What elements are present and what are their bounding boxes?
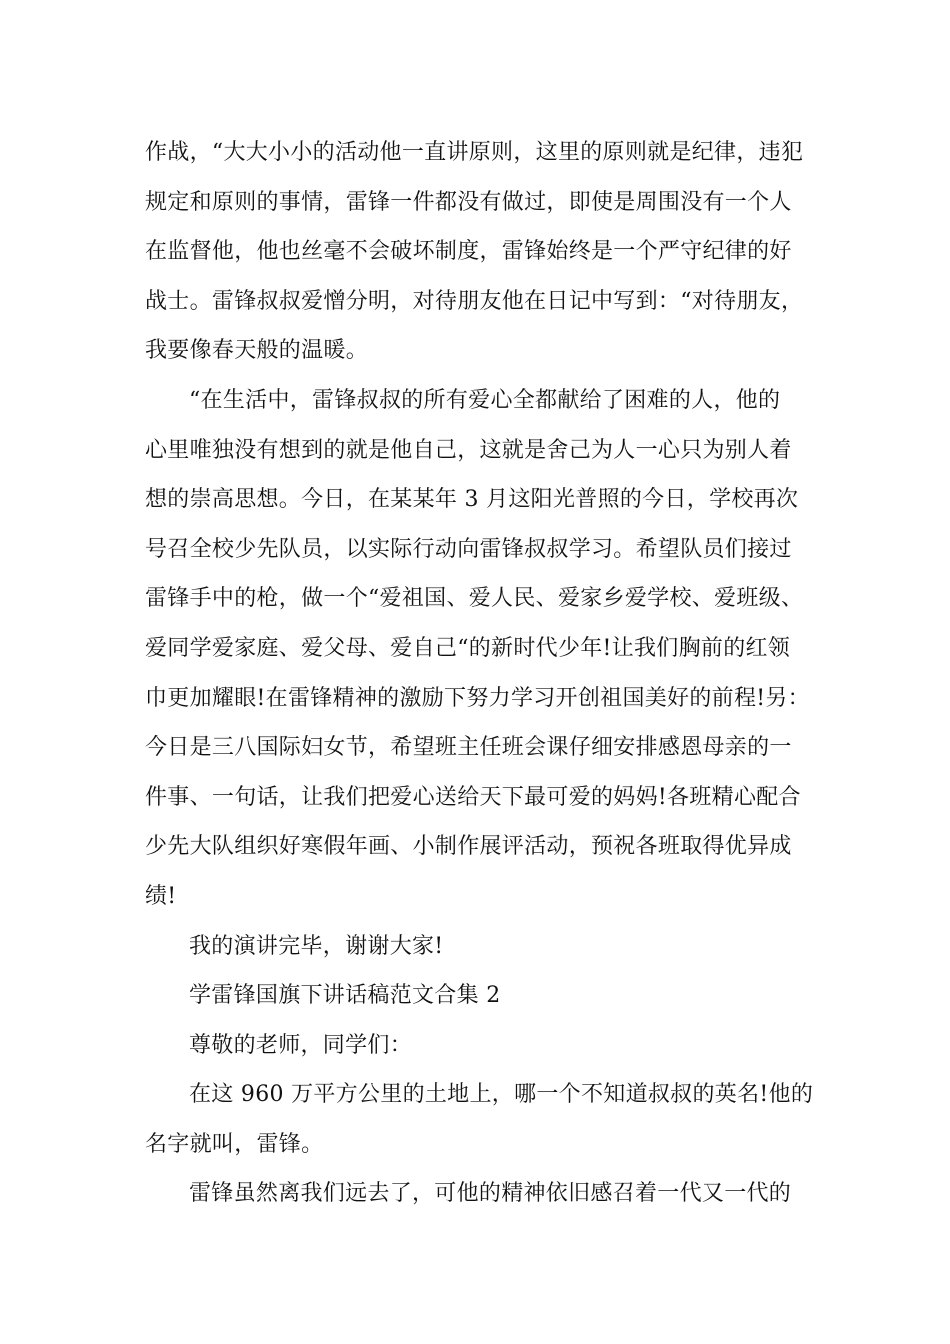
- text-line: 心里唯独没有想到的就是他自己，这就是舍己为人一心只为别人着: [145, 437, 792, 463]
- text-line: 战士。雷锋叔叔爱憎分明，对待朋友他在日记中写到：“对待朋友，: [145, 288, 804, 314]
- text-line: 学雷锋国旗下讲话稿范文合集 2: [189, 983, 501, 1009]
- text-line: 我要像春天般的温暖。: [145, 338, 369, 364]
- text-line: 今日是三八国际妇女节，希望班主任班会课仔细安排感恩母亲的一: [145, 735, 792, 761]
- paragraph-2: [145, 376, 810, 922]
- paragraph-7: [145, 1169, 810, 1219]
- paragraph-1: [145, 128, 810, 376]
- text-line: 在这 960 万平方公里的土地上，哪一个不知道叔叔的英名!他的: [189, 1082, 814, 1108]
- text-line: 作战，“大大小小的活动他一直讲原则，这里的原则就是纪律，违犯: [145, 140, 804, 165]
- text-line: 少先大队组织好寒假年画、小制作展评活动，预祝各班取得优异成: [145, 834, 792, 860]
- text-line: 号召全校少先队员，以实际行动向雷锋叔叔学习。希望队员们接过: [145, 536, 792, 562]
- text-line: 巾更加耀眼!在雷锋精神的激励下努力学习开创祖国美好的前程!另：: [145, 685, 810, 711]
- paragraph-5-salutation: [145, 1021, 810, 1071]
- text-line: 雷锋虽然离我们远去了，可他的精神依旧感召着一代又一代的: [189, 1181, 792, 1207]
- text-line: 规定和原则的事情，雷锋一件都没有做过，即使是周围没有一个人: [145, 189, 792, 215]
- text-line: “在生活中，雷锋叔叔的所有爱心全都献给了困难的人，他的: [189, 387, 781, 413]
- text-line: 雷锋手中的枪，做一个“爱祖国、爱人民、爱家乡爱学校、爱班级、: [145, 586, 804, 612]
- text-line: 绩!: [145, 883, 177, 909]
- text-line: 我的演讲完毕，谢谢大家!: [189, 933, 444, 959]
- text-line: 尊敬的老师，同学们：: [189, 1032, 413, 1058]
- paragraph-6: [145, 1070, 814, 1169]
- text-line: 名字就叫，雷锋。: [145, 1131, 324, 1157]
- document-body: [145, 128, 814, 1219]
- text-line: 想的崇高思想。今日，在某某年 3 月这阳光普照的今日，学校再次: [145, 487, 799, 513]
- text-line: 件事、一句话，让我们把爱心送给天下最可爱的妈妈!各班精心配合: [145, 784, 801, 810]
- text-line: 爱同学爱家庭、爱父母、爱自己“的新时代少年!让我们胸前的红领: [145, 635, 791, 661]
- text-line: 在监督他，他也丝毫不会破坏制度，雷锋始终是一个严守纪律的好: [145, 239, 792, 265]
- paragraph-3: [145, 922, 810, 972]
- paragraph-4-heading: [145, 971, 810, 1021]
